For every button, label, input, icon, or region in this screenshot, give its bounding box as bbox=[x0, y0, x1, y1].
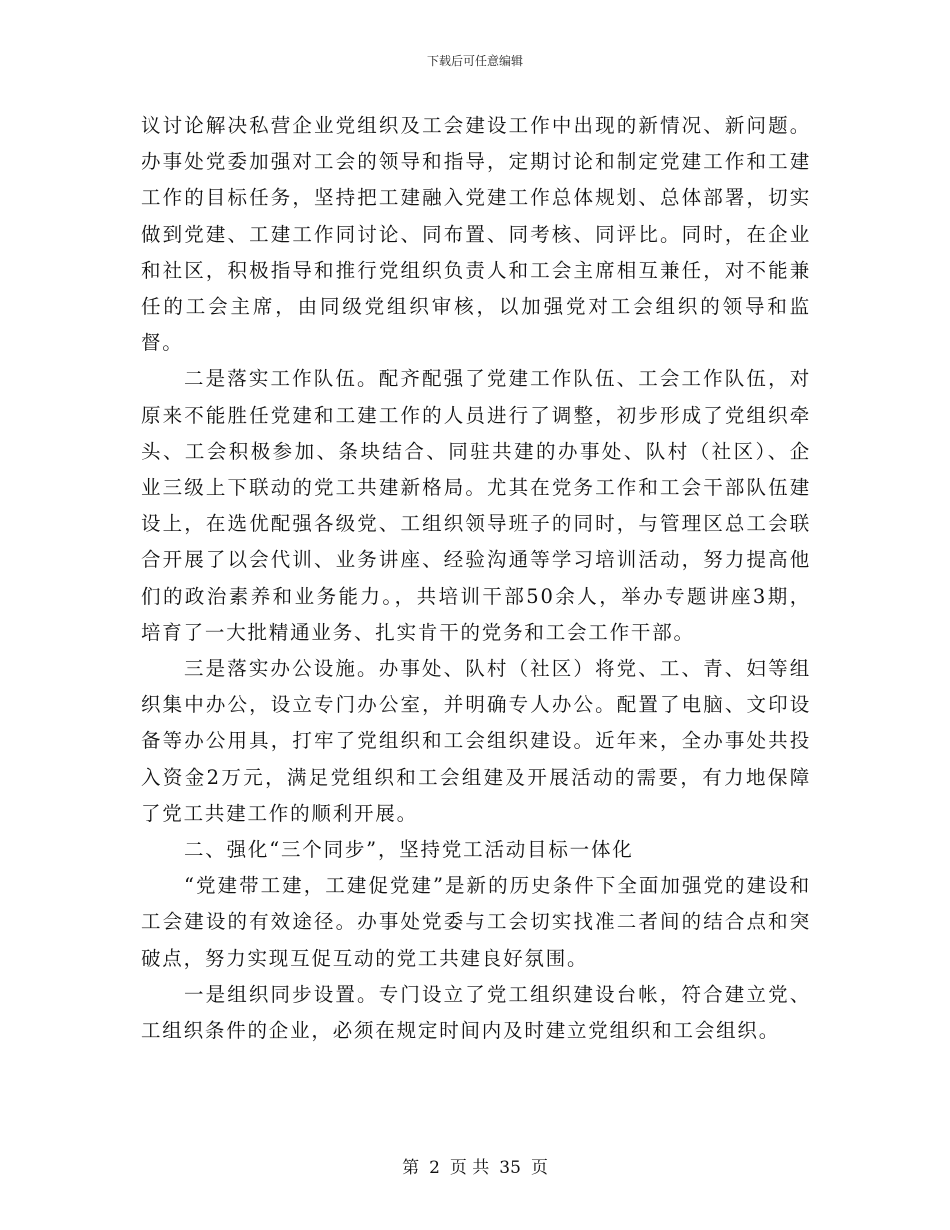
document-body bbox=[141, 108, 811, 1049]
paragraph-organization-sync: 一是组织同步设置。专门设立了党工组织建设台帐，符合建立党、工组织条件的企业，必须在规定时间内及时建立党组织和工会组织。 bbox=[141, 982, 811, 1043]
page-footer bbox=[0, 1153, 950, 1178]
footer-prefix: 第 bbox=[402, 1158, 420, 1178]
paragraph-section-intro: “党建带工建，工建促党建”是新的历史条件下全面加强党的建设和工会建设的有效途径。办事处党委与工会切实找准二者间的结合点和突破点，努力实现互促互动的党工共建良好氛围。 bbox=[141, 874, 811, 970]
page-header: 下载后可任意编辑 bbox=[426, 54, 523, 68]
paragraph-work-team: 二是落实工作队伍。配齐配强了党建工作队伍、工会工作队伍，对原来不能胜任党建和工建工作的人员进行了调整，初步形成了党组织牵头、工会积极参加、条块结合、同驻共建的办事处、队村（社区）、企业三级上下联动的党工共建新格局。尤其在党务工作和工会干部队伍建设上，在选优配强各级党、工组织领导班子的同时，与管理区总工会联合开展了以会代训、业务讲座、经验沟通等学习培训活动，努力提高他们的政治素养和业务能力。，共培训干部50余人，举办专题讲座3期，培育了一大批精通业务、扎实肯干的党务和工会工作干部。 bbox=[141, 367, 811, 644]
footer-middle: 页 共 bbox=[449, 1158, 490, 1178]
current-page-number: 2 bbox=[429, 1158, 440, 1178]
footer-suffix: 页 bbox=[530, 1158, 548, 1178]
section-heading: 二、强化“三个同步”，坚持党工活动目标一体化 bbox=[184, 838, 634, 862]
paragraph-continuation: 议讨论解决私营企业党组织及工会建设工作中出现的新情况、新问题。办事处党委加强对工会的领导和指导，定期讨论和制定党建工作和工建工作的目标任务，坚持把工建融入党建工作总体规划、总体部署，切实做到党建、工建工作同讨论、同布置、同考核、同评比。同时，在企业和社区，积极指导和推行党组织负责人和工会主席相互兼任，对不能兼任的工会主席，由同级党组织审核，以加强党对工会组织的领导和监督。 bbox=[141, 114, 811, 355]
total-pages-number: 35 bbox=[499, 1158, 521, 1178]
paragraph-office-facilities: 三是落实办公设施。办事处、队村（社区）将党、工、青、妇等组织集中办公，设立专门办公室，并明确专人办公。配置了电脑、文印设备等办公用具，打牢了党组织和工会组织建设。近年来，全办事处共投入资金2万元，满足党组织和工会组建及开展活动的需要，有力地保障了党工共建工作的顺利开展。 bbox=[141, 657, 811, 825]
